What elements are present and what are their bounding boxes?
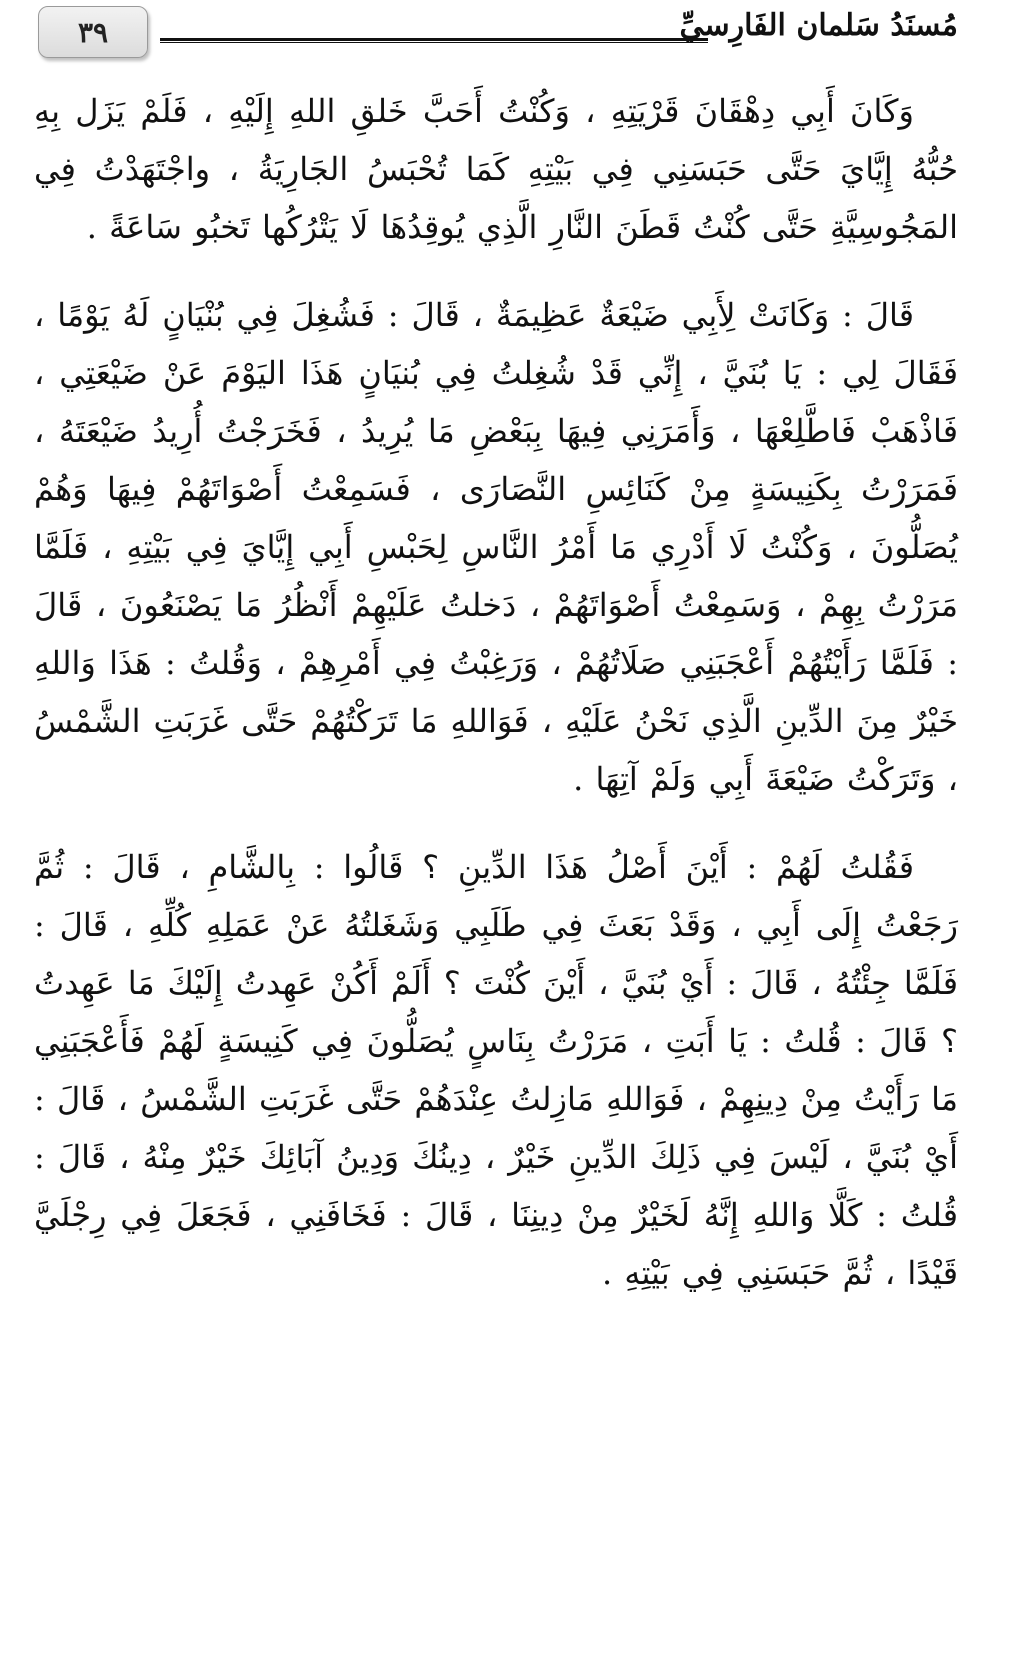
paragraph-2: قَالَ : وَكَانَتْ لِأَبِي ضَيْعَةٌ عَظِيمَةٌ ، قَالَ : فَشُغِلَ فِي بُنْيَانٍ لَهُ يَوْمًا ، فَقَالَ لِي : يَا بُنَيَّ ، إِنِّي قَدْ شُغِلتُ فِي بُنيَانٍ هَذَا اليَوْمَ عَنْ ضَيْعَتِي ، فَاذْهَبْ فَاطَّلِعْهَا ، وَأَمَرَنِي فِيهَا بِبَعْضِ مَا يُرِيدُ ، فَخَرَجْتُ أُرِيدُ ضَيْعَتَهُ ، فَمَرَرْتُ بِكَنِيسَةٍ مِنْ كَنَائِسِ النَّصَارَى ، فَسَمِعْتُ أَصْوَاتَهُمْ فِيهَا وَهُمْ يُصَلُّونَ ، وَكُنْتُ لَا أَدْرِي مَا أَمْرُ النَّاسِ لِحَبْسِ أَبِي إِيَّايَ فِي بَيْتِهِ ، فَلَمَّا مَرَرْتُ بِهِمْ ، وَسَمِعْتُ أَصْوَاتَهُمْ ، دَخلتُ عَلَيْهِمْ أَنْظُرُ مَا يَصْنَعُونَ ، قَالَ : فَلَمَّا رَأَيْتُهُمْ أَعْجَبَنِي صَلَاتُهُمْ ، وَرَغِبْتُ فِي أَمْرِهِمْ ، وَقُلتُ : هَذَا وَاللهِ خَيْرٌ مِنَ الدِّينِ الَّذِي نَحْنُ عَلَيْهِ ، فَوَاللهِ مَا تَرَكْتُهُمْ حَتَّى غَرَبَتِ الشَّمْسُ ، وَتَرَكْتُ ضَيْعَةَ أَبِي وَلَمْ آتِهَا . xyxy=(34,296,959,798)
header-rule xyxy=(160,38,708,43)
body-text xyxy=(34,82,958,1332)
paragraph-1: وَكَانَ أَبِي دِهْقَانَ قَرْيَتِهِ ، وَكُنْتُ أَحَبَّ خَلقِ اللهِ إِلَيْهِ ، فَلَمْ يَزَل بِهِ حُبُّهُ إِيَّايَ حَتَّى حَبَسَنِي فِي بَيْتِهِ كَمَا تُحْبَسُ الجَارِيَةُ ، واجْتَهَدْتُ فِي المَجُوسِيَّةِ حَتَّى كُنْتُ قَطَنَ النَّارِ الَّذِي يُوقِدُهَا لَا يَتْرُكُها تَخبُو سَاعَةً . xyxy=(34,92,958,246)
page-number: ٣٩ xyxy=(38,6,148,58)
paragraph-3: فَقُلتُ لَهُمْ : أَيْنَ أَصْلُ هَذَا الدِّينِ ؟ قَالُوا : بِالشَّامِ ، قَالَ : ثُمَّ رَجَعْتُ إِلَى أَبِي ، وَقَدْ بَعَثَ فِي طَلَبِي وَشَغَلتُهُ عَنْ عَمَلِهِ كُلِّهِ ، قَالَ : فَلَمَّا جِئْتُهُ ، قَالَ : أَيْ بُنَيَّ ، أَيْنَ كُنْتَ ؟ أَلَمْ أَكُنْ عَهِدتُ إِلَيْكَ مَا عَهِدتُ ؟ قَالَ : قُلتُ : يَا أَبَتِ ، مَرَرْتُ بِنَاسٍ يُصَلُّونَ فِي كَنِيسَةٍ لَهُمْ فَأَعْجَبَنِي مَا رَأَيْتُ مِنْ دِينِهِمْ ، فَوَاللهِ مَازِلتُ عِنْدَهُمْ حَتَّى غَرَبَتِ الشَّمْسُ ، قَالَ : أَيْ بُنَيَّ ، لَيْسَ فِي ذَلِكَ الدِّينِ خَيْرٌ ، دِينُكَ وَدِينُ آبَائِكَ خَيْرٌ مِنْهُ ، قَالَ : قُلتُ : كَلَّا وَاللهِ إِنَّهُ لَخَيْرٌ مِنْ دِينِنَا ، قَالَ : فَخَافَنِي ، فَجَعَلَ فِي رِجْلَيَّ قَيْدًا ، ثُمَّ حَبَسَنِي فِي بَيْتِهِ . xyxy=(34,848,959,1292)
running-title: مُسنَدُ سَلمان الفَارِسيِّ xyxy=(679,8,958,43)
